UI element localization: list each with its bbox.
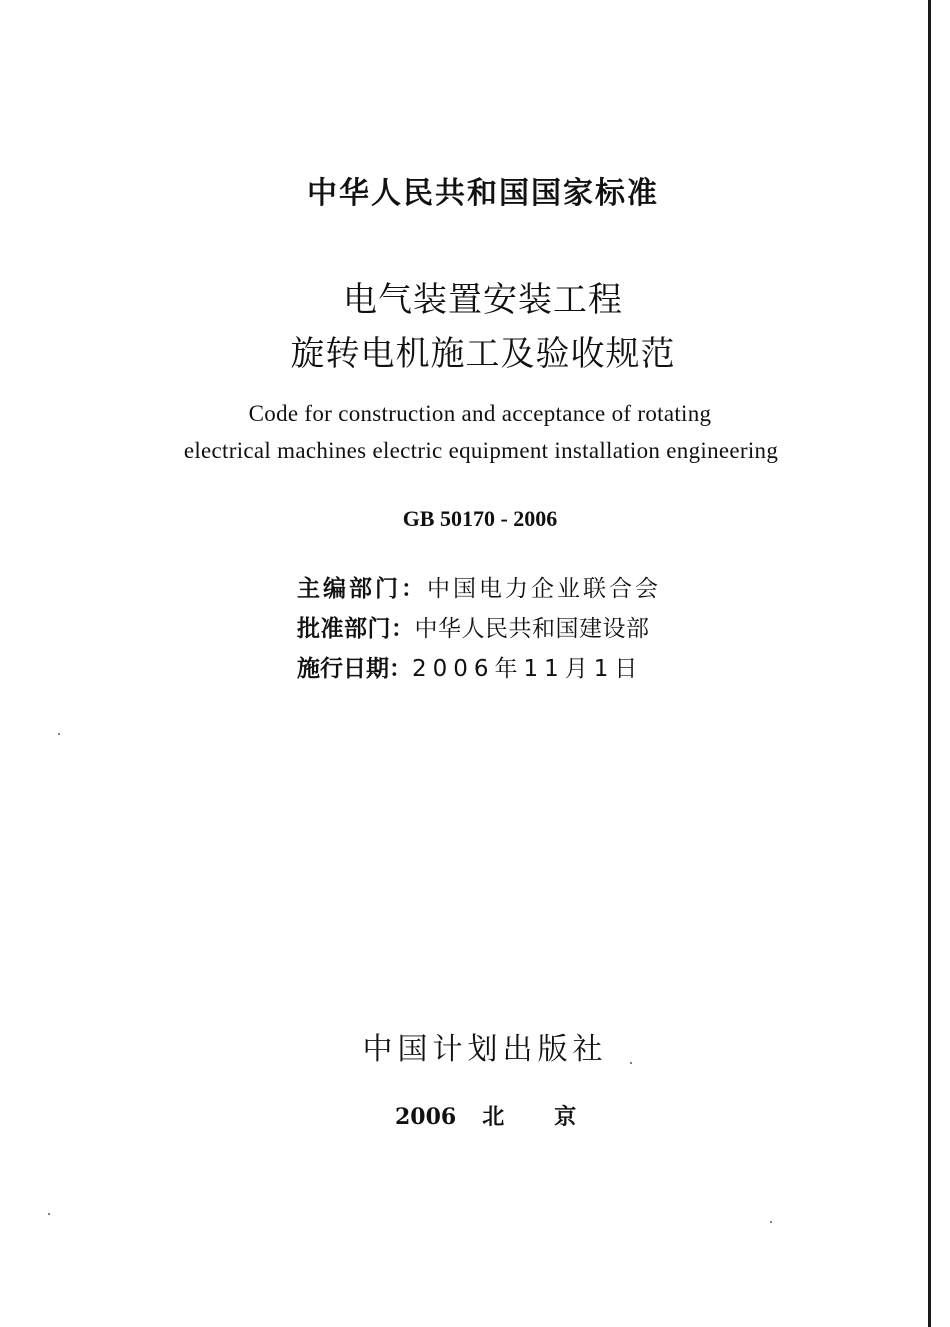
effective-date-row bbox=[297, 650, 643, 683]
approver-label: 批准部门： bbox=[297, 616, 415, 642]
scan-speck bbox=[630, 1062, 632, 1064]
effective-date-value: 2006年11月1日 bbox=[412, 656, 644, 682]
publisher-name: 中国计划出版社 bbox=[362, 1032, 608, 1067]
publication-place bbox=[395, 1100, 576, 1131]
title-line-1: 电气装置安装工程 bbox=[343, 280, 623, 320]
standard-number: GB 50170 - 2006 bbox=[402, 506, 558, 531]
approver-value: 中华人民共和国建设部 bbox=[414, 616, 650, 642]
effective-date-label: 施行日期： bbox=[297, 656, 412, 682]
national-standard-heading: 中华人民共和国国家标准 bbox=[307, 176, 659, 211]
approver-row bbox=[297, 610, 650, 643]
city-char-1: 北 bbox=[482, 1104, 505, 1130]
scan-speck bbox=[48, 1213, 50, 1215]
scan-speck bbox=[58, 733, 60, 735]
chief-editor-label: 主编部门： bbox=[297, 576, 427, 602]
city-char-2: 京 bbox=[554, 1104, 577, 1130]
english-title-line-1: Code for construction and acceptance of rotating bbox=[248, 401, 712, 426]
english-title-line-2: electrical machines electric equipment installation engineering bbox=[183, 438, 779, 463]
scan-speck bbox=[770, 1221, 772, 1223]
chief-editor-value: 中国电力企业联合会 bbox=[427, 576, 661, 602]
chief-editor-row bbox=[297, 570, 661, 603]
title-line-2: 旋转电机施工及验收规范 bbox=[290, 334, 676, 374]
publication-year: 2006 bbox=[395, 1104, 457, 1130]
